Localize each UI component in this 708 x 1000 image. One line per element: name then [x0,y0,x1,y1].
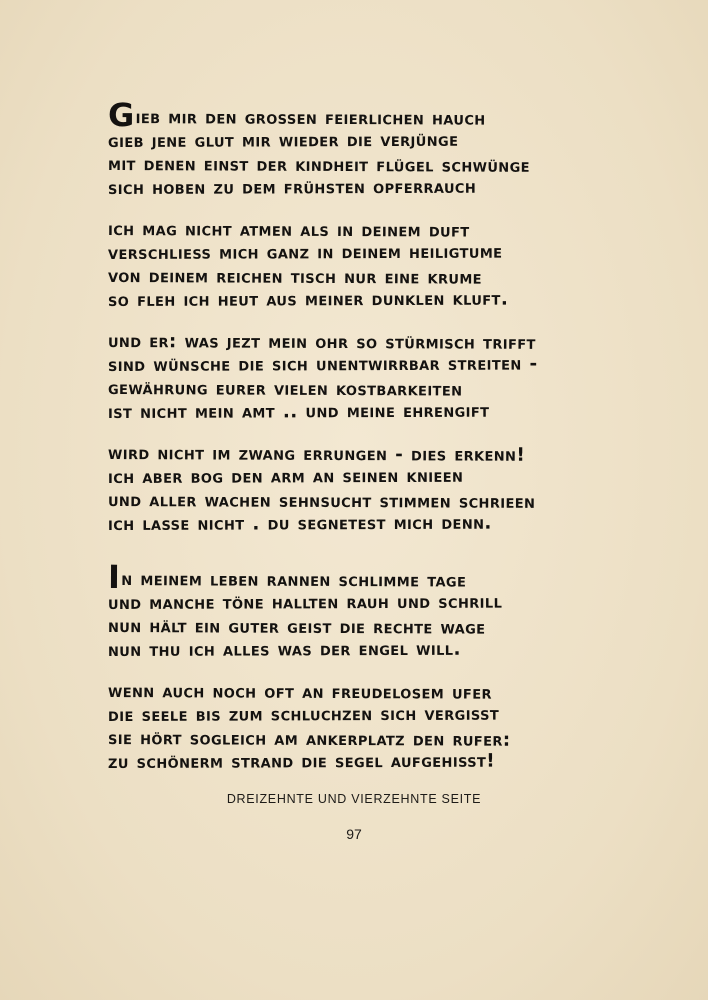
poem-line: sie hört sogleich am ankerplatz den rufer: [107,728,511,751]
poem-line: von deinem reichen tisch nur eine krume [107,266,483,289]
stanza-2 [108,218,608,312]
poem-line: ist nicht mein amt .. und meine ehrengift [107,400,490,423]
poem-line: nun hält ein guter geist die rechte wage [107,616,486,639]
poem-line: gieb jene glut mir wieder die verjünge [107,129,459,152]
poem-line: und er: was jezt mein ohr so stürmisch trifft [107,331,536,354]
poem [107,96,608,792]
poem-line: nun thu ich alles was der engel will. [107,638,461,661]
poem-line: sind wünsche die sich unentwirrbar streiten - [107,353,538,376]
poem-line-text: ieb mir den grossen feierlichen hauch [135,107,486,130]
stanza-4 [108,442,608,536]
poem-line: so fleh ich heut aus meiner dunklen kluft. [107,288,509,311]
poem-line: und manche töne hallten rauh und schrill [107,591,503,614]
poem-line: verschliess mich ganz in deinem heiligtume [107,241,503,264]
initial-letter: I [107,558,121,597]
poem-line: gewährung eurer vielen kostbarkeiten [107,378,463,401]
poem-line: wird nicht im zwang errungen - dies erkenn! [107,443,526,466]
poem-line: sich hoben zu dem frühsten opferrauch [107,176,477,199]
page-number: 97 [346,826,362,842]
poem-line: und aller wachen sehnsucht stimmen schrieen [107,490,536,513]
poem-line: wenn auch noch oft an freudelosem ufer [107,681,492,704]
stanza-6 [108,680,608,774]
section-title: DREIZEHNTE UND VIERZEHNTE SEITE [226,792,482,806]
poem-line-text: n meinem leben rannen schlimme tage [121,569,467,592]
poem-line: ich aber bog den arm an seinen knieen [107,465,464,488]
poem-line: die seele bis zum schluchzen sich vergisst [107,703,500,726]
poem-line: ich lasse nicht . du segnetest mich denn. [107,512,492,535]
poem-line: mit denen einst der kindheit flügel schwünge [107,154,530,177]
poem-line: ich mag nicht atmen als in deinem duft [107,219,470,242]
stanza-1 [107,96,608,200]
stanza-3 [108,330,608,424]
stanza-5 [107,558,608,662]
poem-line: zu schönerm strand die segel aufgehisst! [107,750,496,773]
initial-letter: G [107,96,135,135]
